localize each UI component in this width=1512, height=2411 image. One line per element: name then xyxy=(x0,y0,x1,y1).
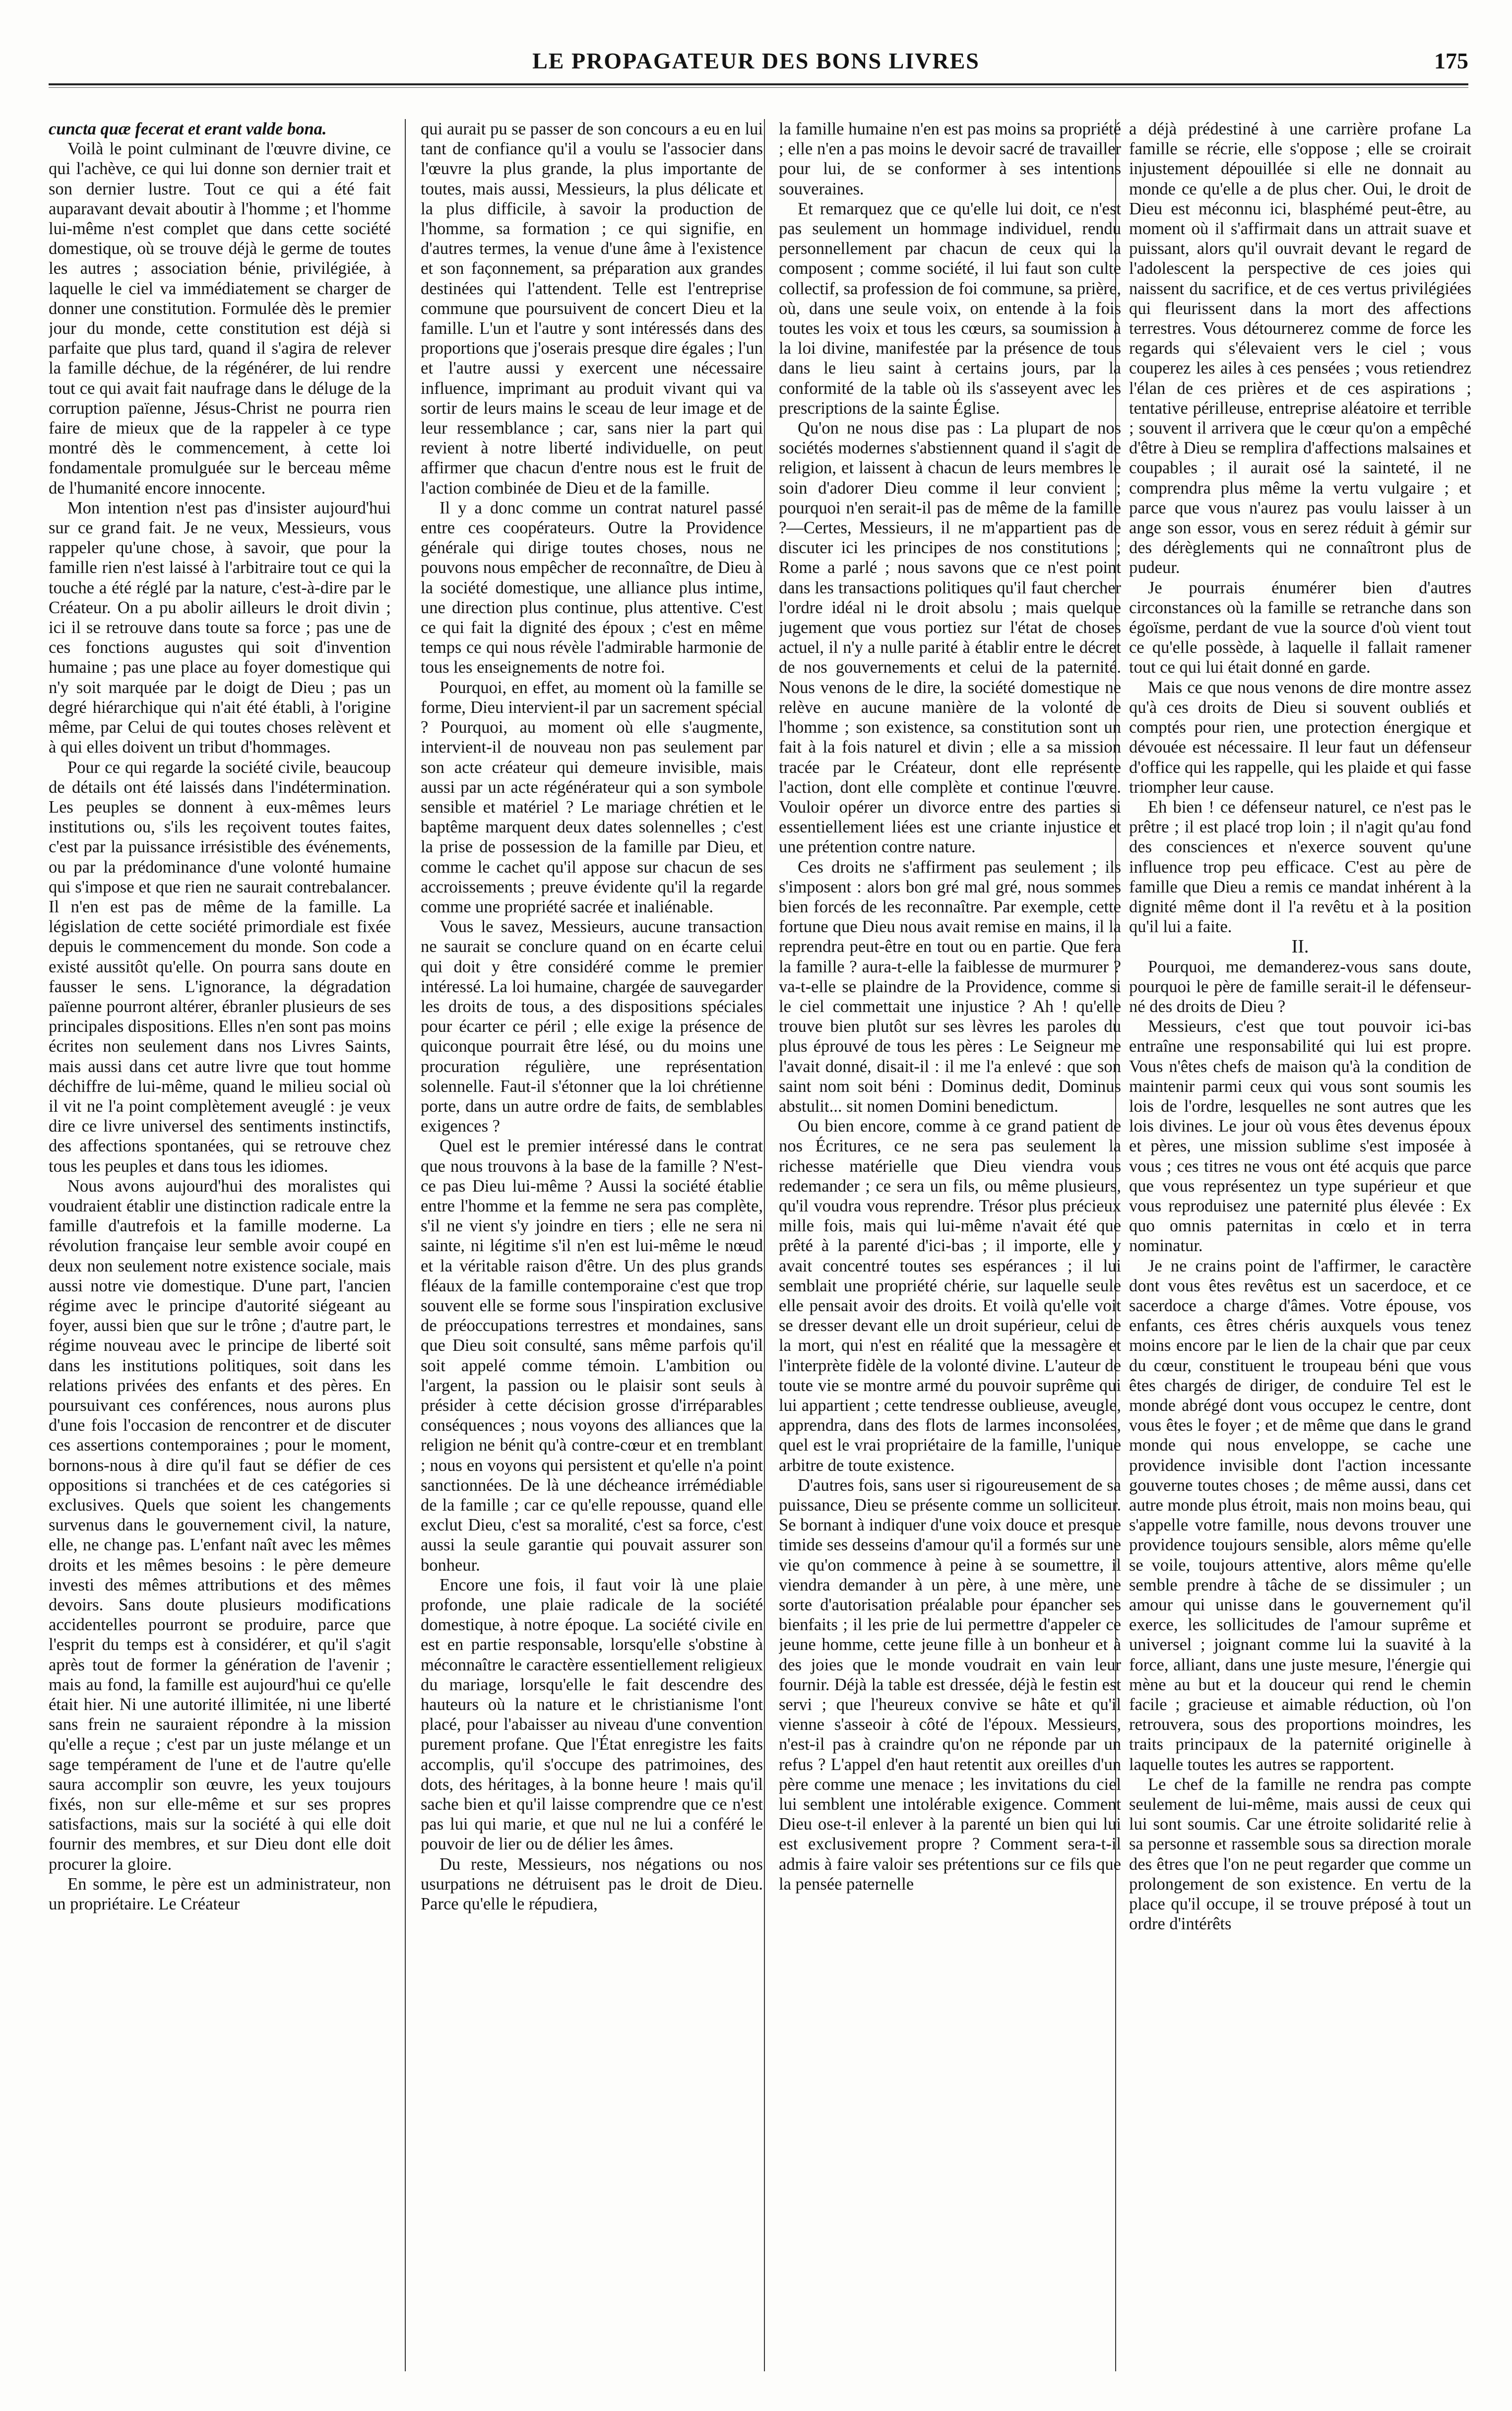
paragraph: Encore une fois, il faut voir là une plaie profonde, une plaie radicale de la société domestique, à notre époque. La société civile en est en partie responsable, lorsqu'elle s'obstine à méconnaître le caractère essentiellement religieux du mariage, lorsqu'elle le fait descendre des hauteurs où la nature et le christianisme l'ont placé, pour l'abaisser au niveau d'une convention purement profane. Que l'État enregistre les faits accomplis, qu'il s'occupe des patrimoines, des dots, des héritages, à la bonne heure ! mais qu'il sache bien et qu'il laisse comprendre que ce n'est pas lui qui marie, et que nul ne lui a conféré le pouvoir de lier ou de délier les âmes. xyxy=(421,1575,763,1854)
paragraph: Du reste, Messieurs, nos négations ou nos usurpations ne détruisent pas le droit de Dieu. Parce qu'elle le répudiera, xyxy=(421,1854,763,1914)
paragraph: D'autres fois, sans user si rigoureusement de sa puissance, Dieu se présente comme un solliciteur. Se bornant à indiquer d'une voix douce et presque timide ses desseins d'amour qu'il a formés sur une vie qu'on commence à peine à se soumettre, il viendra demander à un père, à une mère, une sorte d'autorisation préalable pour épancher ses bienfaits ; il les prie de lui permettre d'appeler ce jeune homme, cette jeune fille à un bonheur et à des joies que le monde voudrait en vain leur fournir. Déjà la table est dressée, déjà le festin est servi ; que l'heureux convive se hâte et qu'il vienne s'asseoir à côté de l'époux. Messieurs, n'est-il pas à craindre qu'on ne réponde par un refus ? L'appel d'en haut retentit aux oreilles d'un père comme une menace ; les invitations du ciel lui semblent une intolérable exigence. Comment Dieu ose-t-il enlever à la parenté un bien qui lui est exclusivement propre ? Comment sera-t-il admis à faire valoir ses prétentions sur ce fils que la pensée paternelle xyxy=(779,1475,1121,1894)
paragraph: Eh bien ! ce défenseur naturel, ce n'est pas le prêtre ; il est placé trop loin ; il n'agit qu'au fond des consciences et n'exerce souvent qu'une influence trop peu efficace. C'est au père de famille que Dieu a remis ce mandat inhérent à la dignité même dont il l'a revêtu et à la position qu'il lui a faite. xyxy=(1129,797,1471,937)
column-divider xyxy=(764,119,765,2371)
paragraph: Ou bien encore, comme à ce grand patient de nos Écritures, ce ne sera pas seulement la richesse matérielle que Dieu viendra vous redemander ; ce sera un fils, ou même plusieurs, qu'il voudra vous reprendre. Trésor plus précieux mille fois, mais qui lui-même n'avait été que prêté à la parenté d'ici-bas ; il importe, elle y avait concentré toutes ses espérances ; il lui semblait une propriété chérie, sur laquelle seule elle pensait avoir des droits. Et voilà qu'elle voit se dresser devant elle un droit supérieur, celui de la mort, qui n'est en réalité que la messagère et l'interprète fidèle de la volonté divine. L'auteur de toute vie se montre armé du pouvoir suprême qui lui appartient ; cette tendresse oublieuse, aveugle, apprendra, dans des flots de larmes inconsolées, quel est le vrai propriétaire de la famille, l'unique arbitre de toute existence. xyxy=(779,1117,1121,1475)
section-numeral: II. xyxy=(1291,936,1309,957)
text-column-2 xyxy=(421,119,763,2371)
paragraph: Qu'on ne nous dise pas : La plupart de nos sociétés modernes s'abstiennent quand il s'agit de religion, et laissent à chacun de leurs membres le soin d'adorer Dieu comme il leur convient ; pourquoi n'en serait-il pas de même de la famille ?—Certes, Messieurs, il ne m'appartient pas de discuter ici les principes de nos constitutions ; Rome a parlé ; nous savons que ce n'est point dans les transactions politiques qu'il faut chercher l'ordre idéal ni le droit absolu ; mais quelque jugement que vous portiez sur l'état de choses actuel, il n'y a nulle parité à établir entre le décret de nos gouvernements et celui de la paternité. Nous venons de le dire, la société domestique ne relève en aucune manière de la volonté de l'homme ; son existence, sa constitution sont un fait à la fois naturel et divin ; elle a sa mission tracée par le Créateur, dont elle représente l'action, dont elle complète et continue l'œuvre. Vouloir opérer un divorce entre des parties si essentiellement liées est une criante injustice et une prétention contre nature. xyxy=(779,419,1121,857)
paragraph: qui aurait pu se passer de son concours a eu en lui tant de confiance qu'il a voulu se l'associer dans l'œuvre la plus grande, la plus importante de toutes, mais aussi, Messieurs, la plus délicate et la plus difficile, à savoir la production de l'homme, sa formation ; ce qui signifie, en d'autres termes, la venue d'une âme à l'existence et son façonnement, sa préparation aux grandes destinées qui l'attendent. Telle est l'entreprise commune que poursuivent de concert Dieu et la famille. L'un et l'autre y sont intéressés dans des proportions que j'oserais presque dire égales ; l'un et l'autre aussi y exercent une nécessaire influence, imprimant au produit vivant qui va sortir de leurs mains le sceau de leur image et de leur ressemblance ; car, sans nier la part qui revient à notre liberté individuelle, on peut affirmer que chacun d'entre nous est le fruit de l'action combinée de Dieu et de la famille. xyxy=(421,120,763,498)
paragraph: Vous le savez, Messieurs, aucune transaction ne saurait se conclure quand on en écarte celui qui doit y être considéré comme le premier intéressé. La loi humaine, chargée de sauvegarder les droits de tous, a des dispositions spéciales pour écarter ce péril ; elle exige la présence de quiconque pourrait être lésé, ou du moins une procuration régulière, une représentation solennelle. Faut-il s'étonner que la loi chrétienne porte, dans un autre ordre de faits, de semblables exigences ? xyxy=(421,917,763,1136)
paragraph: Mon intention n'est pas d'insister aujourd'hui sur ce grand fait. Je ne veux, Messieurs, vous rappeler qu'une chose, à savoir, que pour la famille rien n'est laissé à l'arbitraire tout ce qui la touche a été réglé par la nature, c'est-à-dire par le Créateur. On a pu abolir ailleurs le droit divin ; ici il se retrouve dans toute sa force ; pas une de ces fonctions augustes qui soit d'invention humaine ; pas une place au foyer domestique qui n'y soit marquée par le doigt de Dieu ; pas un degré hiérarchique qui n'ait été établi, à l'origine même, par Celui de qui toutes choses relèvent et à qui elles doivent un tribut d'hommages. xyxy=(49,498,391,757)
text-column-4 xyxy=(1129,119,1471,2371)
paragraph: Le chef de la famille ne rendra pas compte seulement de lui-même, mais aussi de ceux qui lui sont soumis. Car une étroite solidarité relie à sa personne et rassemble sous sa direction morale des êtres que l'on ne peut regarder que comme un prolongement de son existence. En vertu de la place qu'il occupe, il se trouve préposé à tout un ordre d'intérêts xyxy=(1129,1775,1471,1934)
paragraph: Quel est le premier intéressé dans le contrat que nous trouvons à la base de la famille ? N'est-ce pas Dieu lui-même ? Aussi la société établie entre l'homme et la femme ne sera pas complète, s'il ne vient s'y joindre en tiers ; elle ne sera ni sainte, ni légitime s'il n'en est lui-même le nœud et la véritable raison d'être. Un des plus grands fléaux de la famille contemporaine c'est que trop souvent elle se forme sous l'inspiration exclusive de préoccupations terrestres et mondaines, sans que Dieu soit consulté, sans même parfois qu'il soit appelé comme témoin. L'ambition ou l'argent, la passion ou le plaisir sont seuls à présider à cette décision grosse d'irréparables conséquences ; nous voyons des alliances que la religion ne bénit qu'à contre-cœur et en tremblant ; nous en voyons qui persistent et qu'elle n'a point sanctionnées. De là une décheance irrémédiable de la famille ; car ce qu'elle repousse, quand elle exclut Dieu, c'est sa moralité, c'est sa force, c'est aussi la seule garantie qui pouvait assurer son bonheur. xyxy=(421,1137,763,1575)
paragraph: la famille humaine n'en est pas moins sa propriété ; elle n'en a pas moins le devoir sacré de travailler pour lui, de se conformer à ses intentions souveraines. xyxy=(779,120,1121,198)
column-divider xyxy=(405,119,406,2371)
paragraph: Et remarquez que ce qu'elle lui doit, ce n'est pas seulement un hommage individuel, rendu personnellement par chacun de ceux qui la composent ; comme société, il lui faut son culte collectif, sa profession de foi commune, sa prière, où, dans une seule voix, on entende à la fois toutes les voix et tous les cœurs, sa soumission à la loi divine, manifestée par la présence de tous dans le lieu saint à certains jours, par la conformité de la table où ils s'asseyent avec les prescriptions de la sainte Église. xyxy=(779,199,1121,418)
paragraph: Pourquoi, me demanderez-vous sans doute, pourquoi le père de famille serait-il le défenseur-né des droits de Dieu ? xyxy=(1129,957,1471,1016)
paragraph: Pourquoi, en effet, au moment où la famille se forme, Dieu intervient-il par un sacrement spécial ? Pourquoi, au moment où elle s'augmente, intervient-il de nouveau non pas seulement par son acte créateur qui demeure invisible, mais aussi par un acte régénérateur qui a son symbole sensible et matériel ? Le mariage chrétien et le baptême marquent deux dates solennelles ; c'est la prise de possession de la famille par Dieu, et comme le cachet qu'il appose sur chacun de ses accroissements ; preuve évidente qu'il la regarde comme une propriété sacrée et inaliénable. xyxy=(421,678,763,916)
paragraph: Ces droits ne s'affirment pas seulement ; ils s'imposent : alors bon gré mal gré, nous sommes bien forcés de les reconnaître. Par exemple, cette fortune que Dieu nous avait remise en mains, il la reprendra peut-être en tout ou en partie. Que fera la famille ? aura-t-elle la faiblesse de murmurer ? va-t-elle se plaindre de la Providence, comme si le ciel commettait une injustice ? Ah ! qu'elle trouve bien plutôt sur ses lèvres les paroles du plus éprouvé de tous les pères : Le Seigneur me l'avait donné, disait-il : il me l'a enlevé : que son saint nom soit béni : Dominus dedit, Dominus abstulit... sit nomen Domini benedictum. xyxy=(779,857,1121,1116)
text-column-1 xyxy=(49,119,391,2371)
paragraph: a déjà prédestiné à une carrière profane La famille se récrie, elle s'oppose ; elle se croirait injustement dépouillée si elle ne donnait au monde ce qu'elle a de plus cher. Oui, le droit de Dieu est méconnu ici, blasphémé peut-être, au moment où il s'affirmait dans un attrait suave et puissant, alors qu'il ouvrait devant le regard de l'adolescent la perspective de ces joies qui naissent du sacrifice, et de ces vertus privilégiées qui fleurissent dans la mort des affections terrestres. Vous détournerez comme de force les regards qui s'élevaient vers le ciel ; vous couperez les ailes à ces pensées ; vous retiendrez l'élan de ces prières et de ces aspirations ; tentative périlleuse, entreprise aléatoire et terrible ; souvent il arrivera que le cœur qu'on a empêché d'être à Dieu se remplira d'affections malsaines et coupables ; il aurait osé la sainteté, il ne comprendra plus même la vertu vulgaire ; et parce que vous n'aurez pas voulu laisser à un ange son essor, vous en serez réduit à gémir sur des dérèglements qui ne connaîtront plus de pudeur. xyxy=(1129,120,1471,577)
paragraph: En somme, le père est un administrateur, non un propriétaire. Le Créateur xyxy=(49,1874,391,1914)
paragraph: Je ne crains point de l'affirmer, le caractère dont vous êtes revêtus est un sacerdoce, et ce sacerdoce a charge d'âmes. Votre épouse, vos enfants, ces êtres chéris auxquels vous tenez moins encore par le lien de la chair que par ceux du cœur, constituent le troupeau béni que vous êtes chargés de diriger, de conduire Tel est le monde abrégé dont vous occupez le centre, dont vous êtes le foyer ; et de même que dans le grand monde qui nous enveloppe, se cache une providence invisible dont l'action incessante gouverne toutes choses ; de même aussi, dans cet autre monde plus étroit, mais non moins beau, qui s'appelle votre famille, nous devons trouver une providence toujours sensible, alors même qu'elle se voile, toujours attentive, alors même qu'elle semble prendre à tâche de se dissimuler ; un amour qui unisse dans le gouvernement qu'il exerce, les sollicitudes de l'amour suprême et universel ; joignant comme lui la suavité à la force, alliant, dans une juste mesure, l'énergie qui mène au but et la douceur qui rend le chemin facile ; gracieuse et aimable réduction, où l'on retrouvera, sous des proportions moindres, les traits principaux de la paternité originelle à laquelle toutes les autres se rapportent. xyxy=(1129,1256,1471,1774)
header-rule xyxy=(49,83,1468,85)
paragraph: Mais ce que nous venons de dire montre assez qu'à ces droits de Dieu si souvent oubliés et comptés pour rien, une protection énergique et dévouée est nécessaire. Il leur faut un défenseur d'office qui les rappelle, qui les plaide et qui fasse triompher leur cause. xyxy=(1129,678,1471,797)
paragraph: Nous avons aujourd'hui des moralistes qui voudraient établir une distinction radicale entre la famille d'autrefois et la famille moderne. La révolution française leur semble avoir coupé en deux non seulement notre existence sociale, mais aussi notre vie domestique. D'une part, l'ancien régime avec le principe d'autorité siégeant au foyer, aussi bien que sur le trône ; d'autre part, le régime nouveau avec le principe de liberté soit dans les institutions politiques, soit dans les relations privées des enfants et des pères. En poursuivant ces conférences, nous aurons plus d'une fois l'occasion de rencontrer et de discuter ces assertions contemporaines ; pour le moment, bornons-nous à dire qu'il faut se défier de ces oppositions si tranchées et de ces catégories si exclusives. Quels que soient les changements survenus dans le gouvernement civil, la nature, elle, ne change pas. L'enfant naît avec les mêmes droits et les mêmes besoins : le père demeure investi des mêmes attributions et des mêmes devoirs. Sans doute plusieurs modifications accidentelles pourront se produire, parce que l'esprit du temps est à considérer, et qu'il s'agit après tout de former la génération de l'avenir ; mais au fond, la famille est aujourd'hui ce qu'elle était hier. Ni une autorité illimitée, ni une liberté sans frein ne sauraient répondre à la mission qu'elle a reçue ; c'est par un juste mélange et un sage tempérament de l'une et de l'autre qu'elle saura accomplir son œuvre, les yeux toujours fixés, non sur elle-même et sur ses propres satisfactions, mais sur la société à qui elle doit fournir des membres, et sur Dieu dont elle doit procurer la gloire. xyxy=(49,1176,391,1874)
paragraph: Messieurs, c'est que tout pouvoir ici-bas entraîne une responsabilité qui lui est propre. Vous n'êtes chefs de maison qu'à la condition de maintenir parmi ceux qui vous sont soumis les lois de l'ordre, lesquelles ne sont autres que les lois divines. Le jour où vous êtes devenus époux et pères, une mission sublime s'est imposée à vous ; ces titres ne vous ont été acquis que parce que vous représentez un type supérieur et que vous reproduisez une paternité plus élevée : Ex quo omnis paternitas in cœlo et in terra nominatur. xyxy=(1129,1017,1471,1256)
paragraph: Il y a donc comme un contrat naturel passé entre ces coopérateurs. Outre la Providence générale qui dirige toutes choses, nous ne pouvons nous empêcher de reconnaître, de Dieu à la société domestique, une alliance plus intime, une direction plus continue, plus attentive. C'est ce qui fait la dignité des époux ; c'est en même temps ce qui nous révèle l'admirable harmonie de tous les enseignements de notre foi. xyxy=(421,498,763,677)
latin-quote: cuncta quæ fecerat et erant valde bona. xyxy=(49,120,327,138)
paragraph: Je pourrais énumérer bien d'autres circonstances où la famille se retranche dans son égoïsme, perdant de vue la source d'où vient tout ce qu'elle possède, à laquelle il fallait ramener tout ce qui lui était donné en garde. xyxy=(1129,578,1471,677)
text-column-3 xyxy=(779,119,1121,2371)
page-number: 175 xyxy=(1434,48,1468,73)
running-title: LE PROPAGATEUR DES BONS LIVRES xyxy=(532,48,980,73)
header-rule-thin xyxy=(49,87,1468,88)
paragraph: Pour ce qui regarde la société civile, beaucoup de détails ont été laissés dans l'indétermination. Les peuples se donnent à eux-mêmes leurs institutions ou, s'ils les reçoivent toutes faites, c'est par la puissance irrésistible des événements, ou par la prédominance d'une volonté humaine qui s'impose et que rien ne saurait contrebalancer. Il n'en est pas de même de la famille. La législation de cette société primordiale est fixée depuis le commencement du monde. Son code a existé aussitôt qu'elle. On pourra sans doute en fausser le sens. L'ignorance, la dégradation païenne pourront altérer, ébranler plusieurs de ses principales dispositions. Elles n'en sont pas moins écrites non seulement dans nos Livres Saints, mais aussi dans cet autre livre que tout homme déchiffre de lui-même, quand le milieu social où il vit ne l'a point complètement aveuglé : je veux dire ce livre universel des sentiments instinctifs, des affections spontanées, qui se retrouve chez tous les peuples et dans tous les idiomes. xyxy=(49,758,391,1176)
paragraph: Voilà le point culminant de l'œuvre divine, ce qui l'achève, ce qui lui donne son dernier trait et son dernier lustre. Tout ce qui a été fait auparavant devait aboutir à l'homme ; et l'homme lui-même n'est complet que dans cette société domestique, où se trouve déjà le germe de toutes les autres ; association bénie, privilégiée, à laquelle le ciel va immédiatement se charger de donner une constitution. Formulée dès le premier jour du monde, cette constitution est déjà si parfaite que plus tard, quand il s'agira de relever la famille déchue, de la régénérer, de lui rendre tout ce qui avait fait naufrage dans le déluge de la corruption païenne, Jésus-Christ ne pourra rien faire de mieux que de la rappeler à ce type montré dès le commencement, à cette loi fondamentale promulguée sur le berceau même de l'humanité encore innocente. xyxy=(49,139,391,498)
